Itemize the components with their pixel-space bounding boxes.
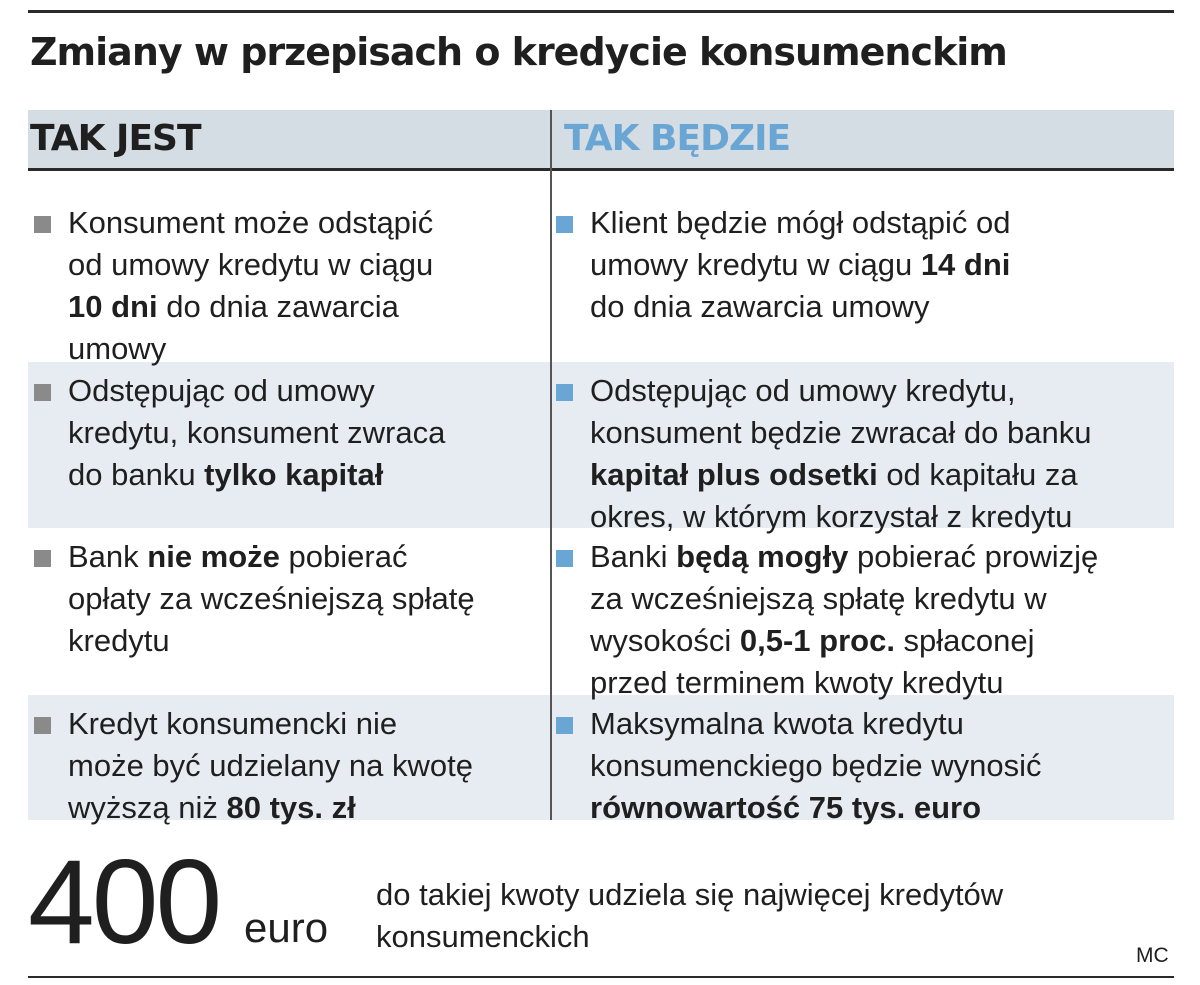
highlight-unit: euro	[244, 904, 329, 951]
column-header-future: TAK BĘDZIE	[564, 118, 791, 159]
header-rule	[28, 168, 1174, 171]
highlight-description: do takiej kwoty udziela się najwięcej kredytów konsumenckich	[376, 877, 1004, 954]
list-item-current-1: Konsument może odstąpić od umowy kredytu w ciągu 10 dni do dnia zawarcia umowy	[30, 202, 568, 370]
blue-square-bullet-icon	[556, 550, 573, 567]
bottom-rule	[28, 976, 1174, 978]
highlight-number: 400	[28, 835, 220, 969]
column-header-current: TAK JEST	[30, 118, 201, 159]
gray-square-bullet-icon	[34, 550, 51, 567]
list-item-future-1: Klient będzie mógł odstąpić od umowy kredytu w ciągu 14 dni do dnia zawarcia umowy	[552, 202, 1200, 328]
gray-square-bullet-icon	[34, 717, 51, 734]
top-rule	[28, 10, 1174, 13]
list-item-current-2: Odstępując od umowy kredytu, konsument zwraca do banku tylko kapitał	[30, 370, 568, 496]
list-item-future-3: Banki będą mogły pobierać prowizję za wcześniejszą spłatę kredytu w wysokości 0,5-1 proc. spłaconej przed terminem kwoty kredytu	[552, 536, 1200, 704]
page-title: Zmiany w przepisach o kredycie konsumenckim	[30, 30, 1007, 74]
gray-square-bullet-icon	[34, 384, 51, 401]
list-item-future-2: Odstępując od umowy kredytu, konsument będzie zwracał do banku kapitał plus odsetki od kapitału za okres, w którym korzystał z kredytu	[552, 370, 1200, 538]
source-credit: MC	[1136, 944, 1169, 967]
blue-square-bullet-icon	[556, 216, 573, 233]
blue-square-bullet-icon	[556, 717, 573, 734]
list-item-current-4: Kredyt konsumencki nie może być udzielany na kwotę wyższą niż 80 tys. zł	[30, 703, 568, 829]
list-item-current-3: Bank nie może pobierać opłaty za wcześniejszą spłatę kredytu	[30, 536, 568, 662]
blue-square-bullet-icon	[556, 384, 573, 401]
gray-square-bullet-icon	[34, 216, 51, 233]
list-item-future-4: Maksymalna kwota kredytu konsumenckiego będzie wynosić równowartość 75 tys. euro	[552, 703, 1200, 829]
